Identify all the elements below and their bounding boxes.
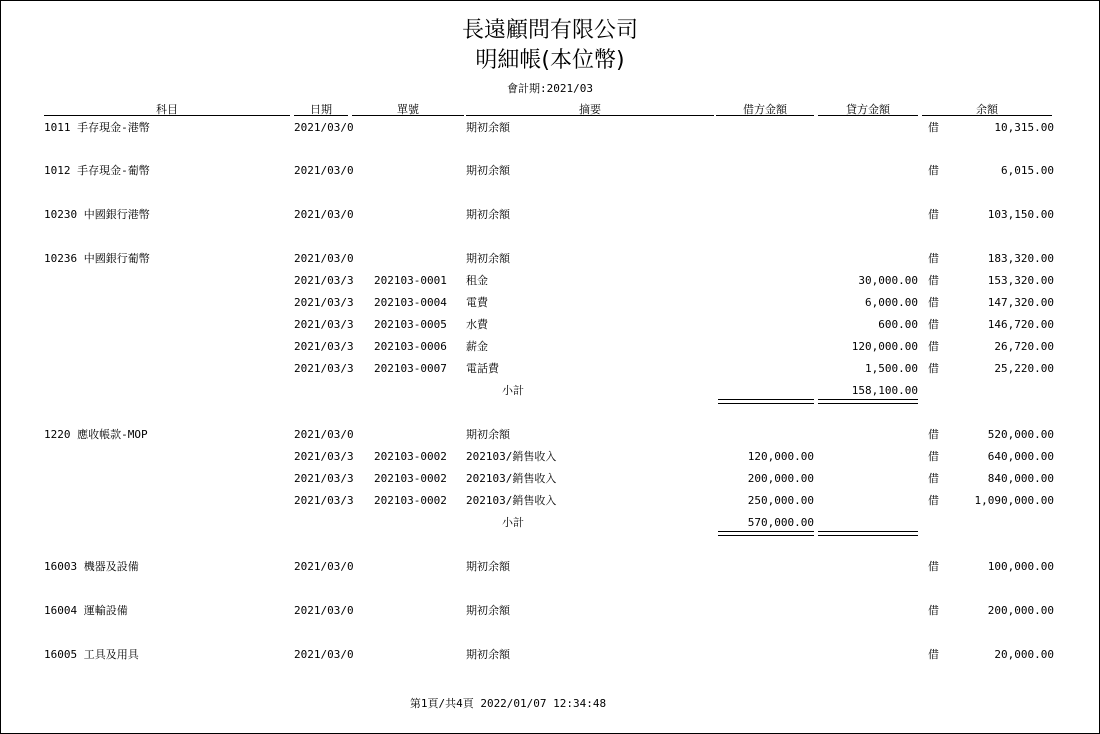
header-account: 科目 bbox=[44, 101, 290, 116]
description-cell: 202103/銷售收入 bbox=[466, 494, 557, 507]
account-cell: 10236 中國銀行葡幣 bbox=[44, 252, 150, 265]
voucher-cell: 202103-0004 bbox=[374, 296, 447, 309]
balance-cell: 26,720.00 bbox=[994, 340, 1054, 353]
date-cell: 2021/03/0 bbox=[294, 208, 354, 221]
debit-total-rule bbox=[718, 531, 814, 536]
debit-total-rule bbox=[718, 399, 814, 404]
description-cell: 期初余額 bbox=[466, 604, 510, 617]
debit-credit-indicator: 借 bbox=[928, 121, 939, 134]
balance-cell: 640,000.00 bbox=[987, 450, 1054, 463]
debit-credit-indicator: 借 bbox=[928, 318, 939, 331]
date-cell: 2021/03/0 bbox=[294, 604, 354, 617]
company-name: 長遠顧問有限公司 bbox=[461, 18, 638, 43]
description-cell: 期初余額 bbox=[466, 648, 510, 661]
account-cell: 16004 運輸設備 bbox=[44, 604, 128, 617]
header-voucher: 單號 bbox=[352, 101, 464, 116]
date-cell: 2021/03/3 bbox=[294, 274, 354, 287]
debit-credit-indicator: 借 bbox=[928, 560, 939, 573]
balance-cell: 146,720.00 bbox=[987, 318, 1054, 331]
credit-cell: 600.00 bbox=[878, 318, 918, 331]
date-cell: 2021/03/0 bbox=[294, 648, 354, 661]
description-cell: 期初余額 bbox=[466, 121, 510, 134]
subtotal-label: 小計 bbox=[502, 516, 524, 529]
voucher-cell: 202103-0005 bbox=[374, 318, 447, 331]
debit-credit-indicator: 借 bbox=[928, 604, 939, 617]
date-cell: 2021/03/0 bbox=[294, 252, 354, 265]
description-cell: 電話費 bbox=[466, 362, 499, 375]
debit-credit-indicator: 借 bbox=[928, 274, 939, 287]
voucher-cell: 202103-0007 bbox=[374, 362, 447, 375]
debit-credit-indicator: 借 bbox=[928, 362, 939, 375]
description-cell: 電費 bbox=[466, 296, 488, 309]
subtotal-label: 小計 bbox=[502, 384, 524, 397]
description-cell: 期初余額 bbox=[466, 560, 510, 573]
description-cell: 水費 bbox=[466, 318, 488, 331]
date-cell: 2021/03/3 bbox=[294, 362, 354, 375]
debit-cell: 120,000.00 bbox=[747, 450, 814, 463]
date-cell: 2021/03/3 bbox=[294, 296, 354, 309]
account-cell: 1012 手存現金-葡幣 bbox=[44, 164, 150, 177]
credit-total-rule bbox=[818, 399, 918, 404]
debit-credit-indicator: 借 bbox=[928, 450, 939, 463]
account-cell: 1011 手存現金-港幣 bbox=[44, 121, 150, 134]
header-balance: 余額 bbox=[922, 101, 1052, 116]
debit-cell: 250,000.00 bbox=[747, 494, 814, 507]
debit-credit-indicator: 借 bbox=[928, 472, 939, 485]
credit-cell: 6,000.00 bbox=[865, 296, 918, 309]
header-debit: 借方金額 bbox=[716, 101, 814, 116]
debit-credit-indicator: 借 bbox=[928, 296, 939, 309]
debit-credit-indicator: 借 bbox=[928, 252, 939, 265]
voucher-cell: 202103-0002 bbox=[374, 472, 447, 485]
header-description: 摘要 bbox=[466, 101, 714, 116]
description-cell: 租金 bbox=[466, 274, 488, 287]
balance-cell: 25,220.00 bbox=[994, 362, 1054, 375]
voucher-cell: 202103-0006 bbox=[374, 340, 447, 353]
date-cell: 2021/03/0 bbox=[294, 428, 354, 441]
date-cell: 2021/03/3 bbox=[294, 450, 354, 463]
balance-cell: 183,320.00 bbox=[987, 252, 1054, 265]
date-cell: 2021/03/3 bbox=[294, 318, 354, 331]
date-cell: 2021/03/3 bbox=[294, 494, 354, 507]
account-cell: 10230 中國銀行港幣 bbox=[44, 208, 150, 221]
debit-credit-indicator: 借 bbox=[928, 164, 939, 177]
report-title: 明細帳(本位幣) bbox=[475, 48, 625, 73]
balance-cell: 6,015.00 bbox=[1001, 164, 1054, 177]
account-cell: 1220 應收帳款-MOP bbox=[44, 428, 148, 441]
balance-cell: 1,090,000.00 bbox=[974, 494, 1054, 507]
credit-amount: 158,100.00 bbox=[851, 384, 918, 397]
description-cell: 期初余額 bbox=[466, 252, 510, 265]
balance-cell: 147,320.00 bbox=[987, 296, 1054, 309]
debit-credit-indicator: 借 bbox=[928, 648, 939, 661]
credit-total-rule bbox=[818, 531, 918, 536]
balance-cell: 153,320.00 bbox=[987, 274, 1054, 287]
balance-cell: 520,000.00 bbox=[987, 428, 1054, 441]
description-cell: 期初余額 bbox=[466, 428, 510, 441]
description-cell: 薪金 bbox=[466, 340, 488, 353]
accounting-period: 會計期:2021/03 bbox=[507, 82, 593, 95]
description-cell: 202103/銷售收入 bbox=[466, 472, 557, 485]
balance-cell: 100,000.00 bbox=[987, 560, 1054, 573]
description-cell: 202103/銷售收入 bbox=[466, 450, 557, 463]
credit-cell: 120,000.00 bbox=[851, 340, 918, 353]
balance-cell: 200,000.00 bbox=[987, 604, 1054, 617]
debit-credit-indicator: 借 bbox=[928, 340, 939, 353]
balance-cell: 20,000.00 bbox=[994, 648, 1054, 661]
header-credit: 貸方金額 bbox=[818, 101, 918, 116]
description-cell: 期初余額 bbox=[466, 208, 510, 221]
date-cell: 2021/03/0 bbox=[294, 560, 354, 573]
debit-cell: 200,000.00 bbox=[747, 472, 814, 485]
credit-cell: 1,500.00 bbox=[865, 362, 918, 375]
debit-credit-indicator: 借 bbox=[928, 428, 939, 441]
balance-cell: 840,000.00 bbox=[987, 472, 1054, 485]
page-footer: 第1頁/共4頁 2022/01/07 12:34:48 bbox=[409, 697, 607, 710]
balance-cell: 103,150.00 bbox=[987, 208, 1054, 221]
balance-cell: 10,315.00 bbox=[994, 121, 1054, 134]
date-cell: 2021/03/3 bbox=[294, 340, 354, 353]
header-date: 日期 bbox=[294, 101, 348, 116]
description-cell: 期初余額 bbox=[466, 164, 510, 177]
debit-credit-indicator: 借 bbox=[928, 494, 939, 507]
account-cell: 16005 工具及用具 bbox=[44, 648, 139, 661]
account-cell: 16003 機器及設備 bbox=[44, 560, 139, 573]
voucher-cell: 202103-0002 bbox=[374, 494, 447, 507]
date-cell: 2021/03/0 bbox=[294, 164, 354, 177]
date-cell: 2021/03/0 bbox=[294, 121, 354, 134]
voucher-cell: 202103-0002 bbox=[374, 450, 447, 463]
date-cell: 2021/03/3 bbox=[294, 472, 354, 485]
voucher-cell: 202103-0001 bbox=[374, 274, 447, 287]
debit-credit-indicator: 借 bbox=[928, 208, 939, 221]
debit-amount: 570,000.00 bbox=[747, 516, 814, 529]
credit-cell: 30,000.00 bbox=[858, 274, 918, 287]
